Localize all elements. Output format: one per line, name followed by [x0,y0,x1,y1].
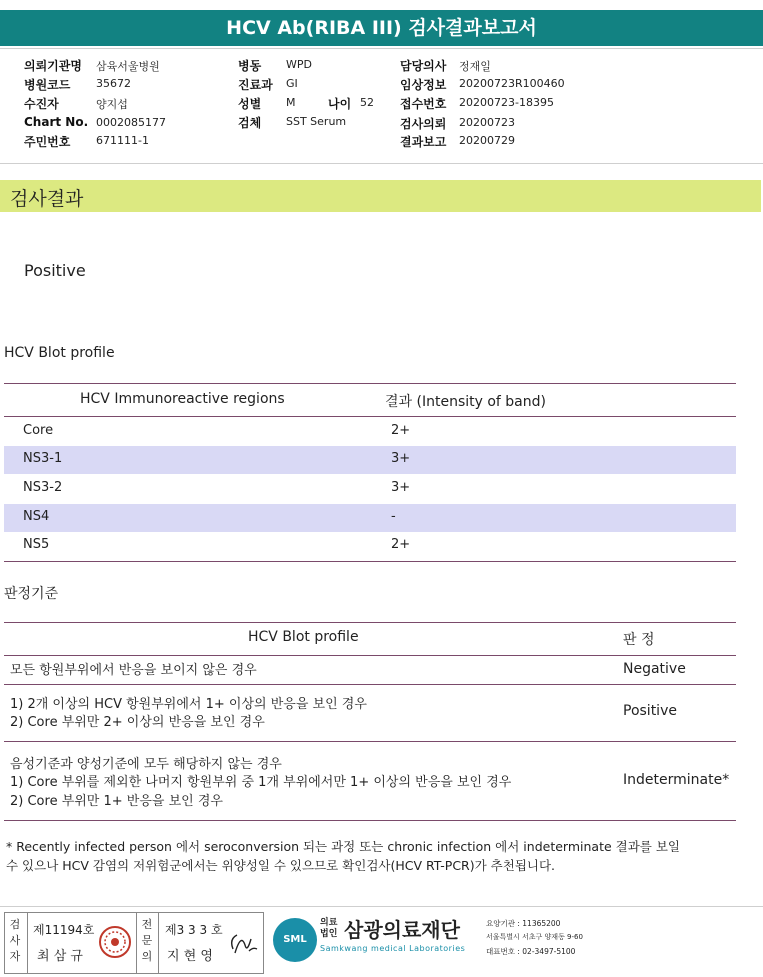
table-rule [4,655,736,656]
value-sex: M [286,96,296,109]
label-doctor: 담당의사 [400,59,447,73]
blot-region: NS3-2 [23,480,63,495]
signature-icon [227,929,259,963]
label-accession-no: 접수번호 [400,97,447,111]
sml-logo-icon: SML [273,918,317,962]
box-divider [27,913,28,973]
box-divider [136,913,137,973]
label-report-date: 결과보고 [400,135,447,149]
label-ward: 병동 [238,59,262,73]
value-doctor: 정재일 [459,60,491,73]
row-band [4,504,736,532]
value-request-date: 20200723 [459,116,515,129]
approver-license: 제3 3 3 호 [165,923,223,937]
org-contact-line: 서울특별시 서초구 양재동 9-60 [486,933,583,941]
info-divider [0,163,763,164]
criteria-verdict: Negative [623,661,686,677]
label-specimen: 검체 [238,116,262,130]
footnote-line: 수 있으나 HCV 감염의 저위험군에서는 위양성일 수 있으므로 확인검사(HCV RT-PCR)가 추천됩니다. [6,858,556,873]
approver-name: 지 현 영 [167,949,213,964]
blot-header-region: HCV Immunoreactive regions [80,391,285,407]
value-patient: 양지섭 [96,98,128,111]
report-title: HCV Ab(RIBA III) 검사결과보고서 [0,10,763,46]
criteria-line: 음성기준과 양성기준에 모두 해당하지 않는 경우 [10,757,282,772]
blot-header-result: 결과 (Intensity of band) [385,394,546,410]
value-age: 52 [360,96,374,109]
value-clinical-info: 20200723R100460 [459,77,565,90]
row-band [4,446,736,474]
label-patient: 수진자 [24,97,59,111]
result-value: Positive [24,261,86,280]
value-resident-no: 671111-1 [96,134,149,147]
label-resident-no: 주민번호 [24,135,71,149]
tester-name: 최 삼 규 [37,949,83,964]
seal-stamp-icon [98,925,132,959]
section-title: 검사결과 [10,188,84,210]
criteria-line: 1) 2개 이상의 HCV 항원부위에서 1+ 이상의 반응을 보인 경우 [10,697,367,712]
blot-result: - [391,509,396,524]
table-rule [4,684,736,685]
table-rule [4,820,736,821]
label-request-date: 검사의뢰 [400,117,447,131]
table-rule [4,622,736,623]
blot-region: Core [23,423,54,438]
criteria-verdict: Positive [623,703,677,719]
org-english-name: Samkwang medical Laboratories [320,944,466,953]
blot-result: 3+ [391,451,411,466]
criteria-header-verdict: 판 정 [623,632,655,648]
table-rule [4,383,736,384]
section-header [0,180,761,212]
org-name: 삼광의료재단 [344,918,460,942]
value-accession-no: 20200723-18395 [459,96,554,109]
value-report-date: 20200729 [459,134,515,147]
box-divider [158,913,159,973]
org-prefix: 의료 법인 [320,918,338,939]
value-department: GI [286,77,298,90]
blot-result: 2+ [391,537,411,552]
table-rule [4,741,736,742]
criteria-verdict: Indeterminate* [623,772,730,788]
blot-result: 3+ [391,480,411,495]
criteria-line: 모든 항원부위에서 반응을 보이지 않은 경우 [10,663,257,678]
label-department: 진료과 [238,78,273,92]
criteria-line: 1) Core 부위를 제외한 나머지 항원부위 중 1개 부위에서만 1+ 이상의 반응을 보인 경우 [10,775,512,790]
footer-divider [0,906,763,907]
label-requesting-org: 의뢰기관명 [24,59,82,73]
label-chart-no: Chart No. [24,115,89,129]
value-requesting-org: 삼육서울병원 [96,60,160,73]
tester-label: 검사자 [9,918,21,963]
criteria-caption: 판정기준 [4,586,59,602]
label-hospital-code: 병원코드 [24,78,71,92]
org-contact-line: 대표번호 : 02-3497-5100 [486,947,576,956]
table-rule [4,561,736,562]
header-divider [0,48,763,49]
table-rule [4,416,736,417]
blot-region: NS4 [23,509,50,524]
criteria-line: 2) Core 부위만 2+ 이상의 반응을 보인 경우 [10,715,265,730]
blot-region: NS3-1 [23,451,63,466]
criteria-header-profile: HCV Blot profile [248,629,359,645]
label-clinical-info: 임상정보 [400,78,447,92]
blot-region: NS5 [23,537,50,552]
approver-label: 전문의 [141,918,153,963]
label-age: 나이 [328,97,352,111]
criteria-line: 2) Core 부위만 1+ 반응을 보인 경우 [10,794,223,809]
value-ward: WPD [286,58,312,71]
tester-license: 제11194호 [33,923,95,937]
value-chart-no: 0002085177 [96,116,166,129]
footnote-line: * Recently infected person 에서 seroconversion 되는 과정 또는 chronic infection 에서 indeterminate 결과를 보일 [6,839,680,854]
label-sex: 성별 [238,97,262,111]
value-hospital-code: 35672 [96,77,131,90]
blot-result: 2+ [391,423,411,438]
blot-caption: HCV Blot profile [4,345,115,361]
org-contact-line: 요양기관 : 11365200 [486,919,561,928]
signature-box [4,912,264,974]
value-specimen: SST Serum [286,115,347,128]
